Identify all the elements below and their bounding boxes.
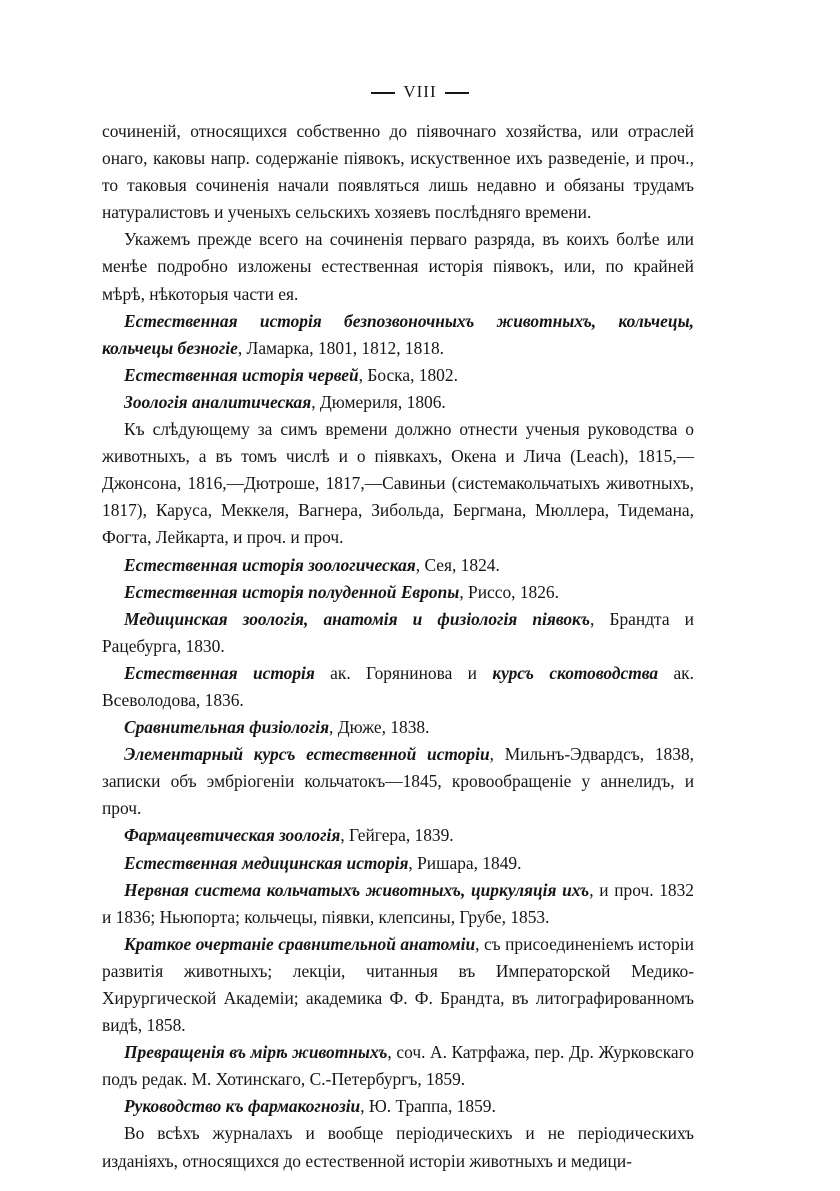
paragraph-text: , Ламарка, 1801, 1812, 1818.	[237, 337, 445, 358]
paragraph-text: , соч. А. Катрфажа, пер. Др. Журковскаго подъ редак. М. Хотинскаго, С.-Петербургъ, 1859.	[102, 1042, 694, 1090]
paragraph	[102, 931, 694, 1039]
paragraph	[102, 362, 694, 389]
paragraph-text: ак. Горянинова и	[314, 662, 493, 683]
paragraph	[102, 660, 694, 714]
page-header	[0, 82, 840, 102]
paragraph	[102, 850, 694, 877]
paragraph-text: Укажемъ прежде всего на сочиненія перваго разряда, въ коихъ болѣе или менѣе подробно изложены естественная исторія піявокъ, или, по крайней мѣрѣ, нѣкоторыя части ея.	[102, 229, 694, 304]
paragraph	[102, 606, 694, 660]
work-title: Естественная медицинская исторія	[124, 852, 409, 873]
page-number: VIII	[403, 82, 437, 101]
paragraph	[102, 877, 694, 931]
paragraph	[102, 1039, 694, 1093]
work-title: Естественная исторія червей	[124, 364, 359, 385]
work-title: Медицинская зоологія, анатомія и физіологія піявокъ	[124, 608, 591, 629]
work-title: Руководство къ фармакогнозіи	[124, 1096, 361, 1117]
paragraph	[102, 308, 694, 362]
work-title: Краткое очертаніе сравнительной анатоміи	[124, 933, 476, 954]
paragraph-text: , Ю. Траппа, 1859.	[360, 1096, 496, 1117]
paragraph-text: , Дюмериля, 1806.	[311, 391, 446, 412]
paragraph	[102, 822, 694, 849]
paragraph-text: , Брандта и Рацебурга, 1830.	[102, 608, 694, 656]
paragraph-text: , Ришара, 1849.	[408, 852, 522, 873]
work-title: Превращенія въ мірѣ животныхъ	[124, 1042, 388, 1063]
work-title: Естественная исторія полуденной Европы	[124, 581, 460, 602]
work-title: Зоологія аналитическая	[124, 391, 312, 412]
work-title: Естественная исторія	[124, 662, 315, 683]
paragraph-text: ак. Всеволодова, 1836.	[102, 662, 694, 710]
work-title: курсъ скотоводства	[492, 662, 659, 683]
paragraph	[102, 714, 694, 741]
header-dash-right	[445, 92, 469, 94]
header-dash-left	[371, 92, 395, 94]
body-text	[102, 118, 694, 1175]
paragraph-text: Во всѣхъ журналахъ и вообще періодическихъ и не періодическихъ изданіяхъ, относящихся до естественной исторіи животныхъ и медици-	[102, 1123, 694, 1171]
work-title: Естественная исторія зоологическая	[124, 554, 416, 575]
paragraph	[102, 389, 694, 416]
paragraph-text: , съ присоединеніемъ исторіи развитія животныхъ; лекціи, читанныя въ Императорской Медико-Хирургической Академіи; академика Ф. Ф. Брандта, въ литографированномъ видѣ, 1858.	[102, 933, 694, 1036]
paragraph-text: , Дюже, 1838.	[329, 717, 430, 738]
paragraph-text: , Мильнъ-Эдвардсъ, 1838, записки объ эмбріогеніи кольчатокъ—1845, кровообращеніе у аннелидъ, и проч.	[102, 744, 694, 819]
paragraph	[102, 579, 694, 606]
work-title: Элементарный курсъ естественной исторіи	[124, 744, 490, 765]
paragraph-text: Къ слѣдующему за симъ времени должно отнести ученыя руководства о животныхъ, а въ томъ числѣ и о піявкахъ, Окена и Лича (Leach), 1815,—Джонсона, 1816,—Дютроше, 1817,—Савиньи (системакольчатыхъ животныхъ, 1817), Каруса, Меккеля, Вагнера, Зибольда, Бергмана, Мюллера, Тидемана, Фогта, Лейкарта, и проч. и проч.	[102, 419, 694, 548]
paragraph	[102, 416, 694, 551]
paragraph-text: , Риссо, 1826.	[459, 581, 559, 602]
paragraph	[102, 552, 694, 579]
work-title: Фармацевтическая зоологія	[124, 825, 341, 846]
work-title: Нервная система кольчатыхъ животныхъ, циркуляція ихъ	[124, 879, 590, 900]
paragraph-text: , Боска, 1802.	[358, 364, 458, 385]
paragraph	[102, 1120, 694, 1174]
paragraph	[102, 741, 694, 822]
paragraph	[102, 226, 694, 307]
paragraph-text: , Сея, 1824.	[415, 554, 500, 575]
work-title: Естественная исторія безпозвоночныхъ животныхъ, кольчецы, кольчецы безногіе	[102, 310, 694, 358]
paragraph-text: сочиненій, относящихся собственно до піявочнаго хозяйства, или отраслей онаго, каковы напр. содержаніе піявокъ, искуственное ихъ разведеніе, и проч., то таковыя сочиненія начали появляться лишь недавно и обязаны трудамъ натуралистовъ и ученыхъ сельскихъ хозяевъ послѣдняго времени.	[102, 121, 694, 223]
paragraph	[102, 1093, 694, 1120]
paragraph	[102, 118, 694, 226]
paragraph-text: , и проч. 1832 и 1836; Ньюпорта; кольчецы, піявки, клепсины, Грубе, 1853.	[102, 879, 695, 927]
paragraph-text: , Гейгера, 1839.	[340, 825, 454, 846]
work-title: Сравнительная физіологія	[124, 717, 330, 738]
